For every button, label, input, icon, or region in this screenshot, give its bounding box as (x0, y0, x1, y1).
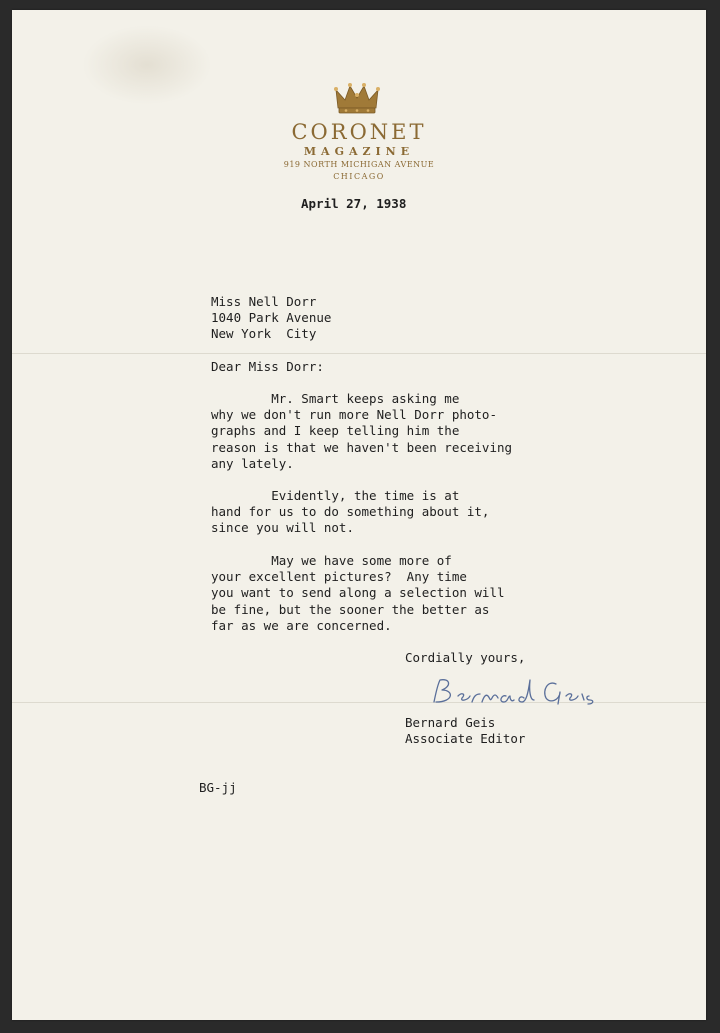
paragraph-line: hand for us to do something about it, (211, 504, 490, 520)
letterhead-city: CHICAGO (333, 172, 385, 181)
letter-page (12, 10, 706, 1020)
paragraph-2 (211, 488, 489, 537)
letterhead-address: 919 NORTH MICHIGAN AVENUE (283, 160, 435, 169)
paragraph-line: be fine, but the sooner the better as (211, 601, 490, 617)
paragraph-line: far as we are concerned. (211, 617, 392, 633)
letterhead-title: CORONET (291, 120, 427, 144)
fold-line (12, 353, 706, 354)
paragraph-line: any lately. (211, 455, 294, 471)
letterhead-subtitle: MAGAZINE (303, 145, 415, 158)
closing: Cordially yours, (405, 650, 526, 665)
paragraph-line: since you will not. (211, 520, 354, 536)
paragraph-line: Evidently, the time is at (211, 488, 460, 503)
paragraph-line: your excellent pictures? Any time (211, 569, 467, 585)
paragraph-line: graphs and I keep telling him the (211, 423, 460, 439)
signer-name: Bernard Geis (405, 715, 496, 730)
reference-initials: BG-jj (199, 780, 237, 795)
recipient-address (211, 294, 331, 343)
paragraph-line: May we have some more of (211, 553, 452, 568)
signer-block (405, 715, 525, 747)
paper-stain (82, 25, 212, 105)
salutation: Dear Miss Dorr: (211, 359, 324, 374)
paragraph-1 (211, 391, 512, 472)
recipient-name: Miss Nell Dorr (211, 294, 317, 309)
handwritten-signature (426, 672, 606, 712)
recipient-city: New York City (211, 326, 317, 342)
paragraph-line: you want to send along a selection will (211, 585, 505, 601)
crown-icon (334, 82, 380, 116)
paragraph-3 (211, 553, 505, 634)
paragraph-line: why we don't run more Nell Dorr photo- (211, 407, 497, 423)
recipient-street: 1040 Park Avenue (211, 310, 332, 326)
letter-date: April 27, 1938 (301, 196, 407, 211)
signer-title: Associate Editor (405, 731, 526, 747)
paragraph-line: reason is that we haven't been receiving (211, 439, 513, 455)
paragraph-line: Mr. Smart keeps asking me (211, 391, 460, 406)
